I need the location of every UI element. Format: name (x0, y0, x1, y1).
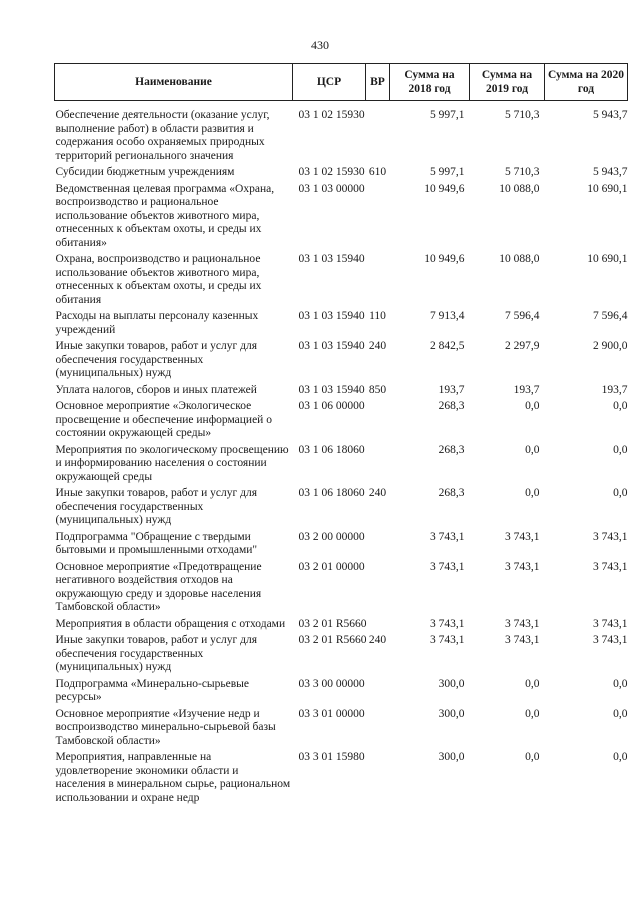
row-sum-2020: 10 690,1 (587, 182, 628, 195)
row-csr-code: 03 1 03 15940 (298, 340, 365, 352)
row-sum-2018: 268,3 (438, 443, 465, 456)
row-sum-2019: 5 710,3 (505, 166, 540, 178)
row-sum-2020: 0,0 (613, 487, 628, 499)
row-sum-2018: 5 997,1 (430, 166, 465, 178)
row-csr-code: 03 1 03 15940 (298, 383, 365, 396)
row-sum-2018: 193,7 (438, 383, 465, 396)
table-row (55, 615, 628, 632)
table-body (55, 101, 628, 806)
page-number: 430 (311, 38, 329, 52)
row-sum-2018: 3 743,1 (430, 560, 465, 573)
row-sum-2019: 3 743,1 (505, 530, 540, 543)
row-sum-2018: 3 743,1 (430, 530, 465, 543)
row-csr-code: 03 2 01 00000 (298, 560, 365, 573)
row-sum-2018: 300,0 (438, 707, 465, 720)
row-vr-code: 110 (369, 310, 386, 322)
row-sum-2020: 3 743,1 (593, 560, 628, 573)
row-name: Основное мероприятие «Предотвращение негативного воздействия отходов на окружающую среду и здоровье населения Тамбовской области» (55, 560, 262, 613)
row-csr-code: 03 3 01 15980 (298, 751, 365, 763)
budget-table (54, 63, 628, 805)
row-name: Мероприятия, направленные на удовлетворение экономики области и населения в минеральном сырье, рациональном использовании и охране недр (55, 751, 291, 804)
row-sum-2020: 0,0 (613, 400, 628, 412)
row-csr-code: 03 3 00 00000 (298, 677, 365, 690)
table-row (55, 558, 628, 615)
table-row (55, 441, 628, 485)
row-csr-code: 03 1 03 15940 (298, 310, 365, 322)
row-name: Уплата налогов, сборов и иных платежей (55, 383, 257, 396)
table-row (55, 337, 628, 381)
table-row (55, 397, 628, 441)
header-sum-2018: Сумма на 2018 год (390, 64, 470, 101)
row-csr-code: 03 1 02 15930 (298, 166, 365, 178)
row-csr-code: 03 1 03 15940 (298, 253, 365, 265)
row-vr-code (366, 558, 390, 615)
row-vr-code (366, 748, 390, 805)
row-name: Иные закупки товаров, работ и услуг для обеспечения государственных (муниципальных) нужд (55, 634, 257, 673)
row-name: Охрана, воспроизводство и рациональное использование объектов животного мира, отнесенных к объектам охоты, и среды их обитания (55, 253, 262, 306)
row-sum-2020: 0,0 (613, 707, 628, 720)
row-sum-2019: 3 743,1 (505, 560, 540, 573)
row-vr-code (366, 441, 390, 485)
row-csr-code: 03 2 00 00000 (298, 530, 365, 543)
row-name: Основное мероприятие «Изучение недр и воспроизводство минерально-сырьевой базы Тамбовской области» (55, 707, 276, 747)
row-sum-2019: 0,0 (525, 443, 540, 456)
row-name: Субсидии бюджетным учреждениям (55, 166, 235, 178)
row-vr-code (366, 528, 390, 558)
table-row (55, 631, 628, 675)
row-csr-code: 03 1 06 18060 (298, 487, 365, 499)
row-sum-2019: 10 088,0 (499, 182, 540, 195)
row-sum-2018: 300,0 (438, 677, 465, 690)
table-row (55, 484, 628, 528)
row-sum-2019: 0,0 (525, 487, 540, 499)
table-row (55, 250, 628, 307)
table-header (55, 64, 628, 101)
row-name: Подпрограмма «Минерально-сырьевые ресурсы» (55, 677, 250, 703)
row-sum-2018: 268,3 (438, 400, 465, 412)
row-sum-2020: 5 943,7 (593, 109, 628, 121)
row-name: Ведомственная целевая программа «Охрана, воспроизводство и рациональное использование объектов животного мира, отнесенных к объектам охоты, и среды их обитания» (55, 182, 275, 249)
row-sum-2018: 268,3 (438, 487, 465, 499)
row-sum-2019: 0,0 (525, 707, 540, 720)
row-csr-code: 03 1 06 00000 (298, 400, 365, 412)
row-sum-2019: 5 710,3 (505, 109, 540, 121)
row-sum-2020: 5 943,7 (593, 166, 628, 178)
row-vr-code (366, 615, 390, 632)
row-sum-2018: 3 743,1 (430, 617, 465, 630)
table-row (55, 101, 628, 164)
row-csr-code: 03 2 01 R5660 (298, 634, 367, 646)
row-sum-2019: 193,7 (513, 383, 540, 396)
row-name: Мероприятия в области обращения с отходами (55, 617, 286, 630)
row-name: Мероприятия по экологическому просвещению и информированию населения о состоянии окружающей среды (55, 443, 289, 483)
row-sum-2020: 193,7 (601, 383, 628, 396)
row-vr-code (366, 675, 390, 705)
table-row (55, 180, 628, 251)
row-sum-2019: 0,0 (525, 677, 540, 690)
row-sum-2020: 0,0 (613, 443, 628, 456)
row-vr-code: 240 (368, 634, 387, 646)
header-sum-2019: Сумма на 2019 год (470, 64, 545, 101)
row-vr-code: 240 (368, 340, 387, 352)
row-sum-2020: 7 596,4 (593, 310, 628, 322)
row-name: Иные закупки товаров, работ и услуг для обеспечения государственных (муниципальных) нужд (55, 340, 257, 379)
row-name: Обеспечение деятельности (оказание услуг, выполнение работ) в области развития и содержания особо охраняемых природных территорий регионального значения (55, 109, 270, 162)
row-sum-2018: 3 743,1 (430, 634, 465, 646)
row-sum-2018: 10 949,6 (424, 253, 465, 265)
table-row (55, 675, 628, 705)
row-csr-code: 03 1 06 18060 (298, 443, 365, 456)
table-row (55, 163, 628, 180)
row-sum-2020: 3 743,1 (593, 530, 628, 543)
row-sum-2018: 5 997,1 (430, 109, 465, 121)
row-vr-code (366, 180, 390, 251)
row-csr-code: 03 3 01 00000 (298, 707, 365, 720)
row-sum-2020: 3 743,1 (593, 617, 628, 630)
row-vr-code (366, 250, 390, 307)
table-row (55, 705, 628, 749)
row-vr-code: 610 (368, 166, 387, 178)
row-vr-code: 850 (368, 383, 387, 396)
row-sum-2020: 3 743,1 (593, 634, 628, 646)
row-csr-code: 03 1 03 00000 (298, 182, 365, 195)
row-sum-2020: 2 900,0 (593, 340, 628, 352)
row-vr-code (366, 705, 390, 749)
header-name: Наименование (55, 64, 293, 101)
row-sum-2019: 3 743,1 (505, 634, 540, 646)
row-sum-2019: 3 743,1 (505, 617, 540, 630)
table-row (55, 307, 628, 337)
table-row (55, 748, 628, 805)
header-vr: ВР (366, 64, 390, 101)
row-sum-2018: 10 949,6 (424, 182, 465, 195)
row-sum-2020: 0,0 (613, 751, 628, 763)
row-csr-code: 03 2 01 R5660 (298, 617, 367, 630)
row-vr-code: 240 (368, 487, 387, 499)
table-row (55, 381, 628, 398)
row-sum-2019: 0,0 (525, 400, 540, 412)
row-name: Основное мероприятие «Экологическое просвещение и обеспечение информацией о состоянии окружающей среды» (55, 400, 272, 439)
row-sum-2019: 10 088,0 (499, 253, 540, 265)
row-sum-2020: 10 690,1 (587, 253, 628, 265)
row-sum-2020: 0,0 (613, 677, 628, 690)
row-vr-code (366, 397, 390, 441)
header-sum-2020: Сумма на 2020 год (545, 64, 628, 101)
row-name: Расходы на выплаты персоналу казенных учреждений (55, 310, 259, 336)
row-name: Подпрограмма "Обращение с твердыми бытовыми и промышленными отходами" (55, 530, 258, 556)
row-sum-2018: 300,0 (438, 751, 465, 763)
row-sum-2018: 7 913,4 (430, 310, 465, 322)
row-name: Иные закупки товаров, работ и услуг для обеспечения государственных (муниципальных) нужд (55, 487, 257, 526)
row-vr-code (366, 101, 390, 164)
row-sum-2019: 2 297,9 (505, 340, 540, 352)
row-csr-code: 03 1 02 15930 (298, 109, 365, 121)
table-row (55, 528, 628, 558)
row-sum-2018: 2 842,5 (430, 340, 465, 352)
header-csr: ЦСР (293, 64, 366, 101)
row-sum-2019: 7 596,4 (505, 310, 540, 322)
row-sum-2019: 0,0 (525, 751, 540, 763)
